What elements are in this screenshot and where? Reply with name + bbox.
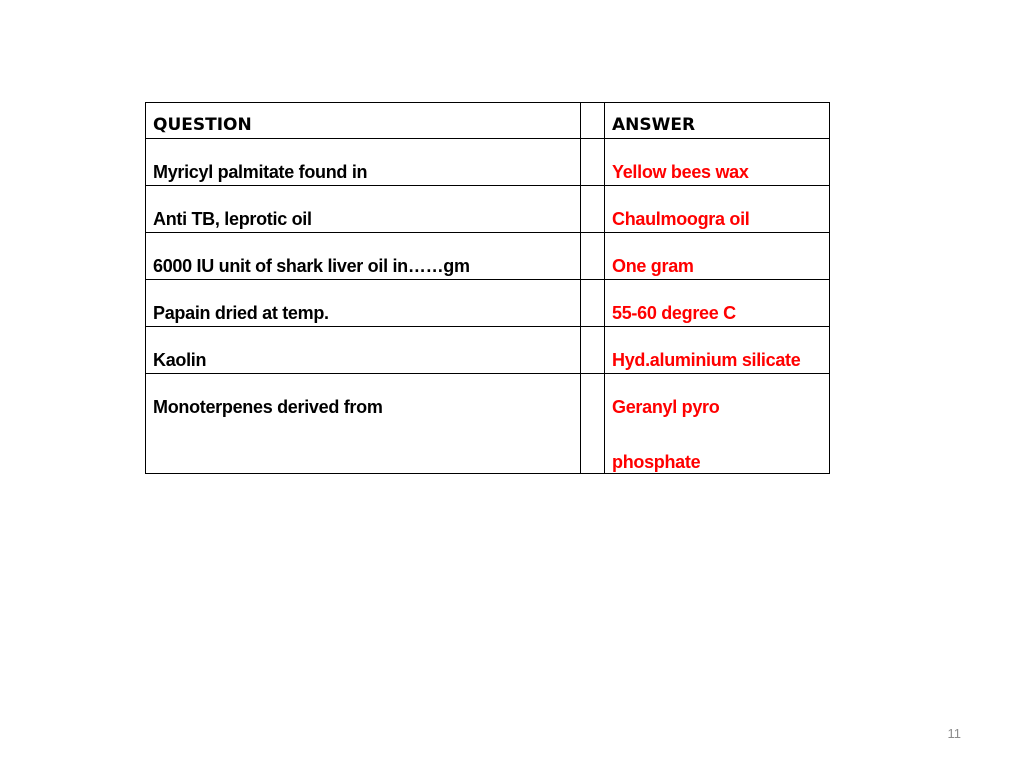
page-number: 11 [947,726,961,741]
table-row [146,233,830,280]
question-cell [146,327,581,374]
answer-cell [605,139,830,186]
question-text: Monoterpenes derived from [153,397,383,417]
answer-text [612,374,822,473]
question-text: Kaolin [153,350,207,370]
table-row [146,186,830,233]
table-row [146,139,830,186]
question-text: 6000 IU unit of shark liver oil in……gm [153,256,470,276]
table-header-row [146,103,830,139]
question-text: Papain dried at temp. [153,303,329,323]
question-cell [146,233,581,280]
table-row [146,280,830,327]
answer-text: 55-60 degree C [612,303,736,323]
answer-cell [605,233,830,280]
table-row [146,374,830,474]
answer-text: Yellow bees wax [612,162,749,182]
spacer-cell [581,139,605,186]
question-text: Anti TB, leprotic oil [153,209,312,229]
spacer-cell [581,280,605,327]
spacer-cell [581,186,605,233]
spacer-cell [581,374,605,474]
question-cell [146,186,581,233]
table-row [146,327,830,374]
spacer-cell [581,233,605,280]
question-header: QUESTION [153,115,252,135]
qa-table [145,102,830,474]
answer-text-line-1: Geranyl pyro [612,397,720,417]
answer-header-cell [605,103,830,139]
answer-text: Hyd.aluminium silicate [612,350,801,370]
question-cell [146,280,581,327]
answer-cell [605,374,830,474]
answer-cell [605,186,830,233]
question-cell [146,139,581,186]
answer-cell [605,327,830,374]
question-header-cell [146,103,581,139]
answer-cell [605,280,830,327]
question-cell [146,374,581,474]
question-text: Myricyl palmitate found in [153,162,368,182]
answer-text: One gram [612,256,694,276]
spacer-cell [581,327,605,374]
answer-text: Chaulmoogra oil [612,209,750,229]
answer-text-line-2: phosphate [612,452,701,472]
answer-header: ANSWER [612,115,696,135]
spacer-cell [581,103,605,139]
